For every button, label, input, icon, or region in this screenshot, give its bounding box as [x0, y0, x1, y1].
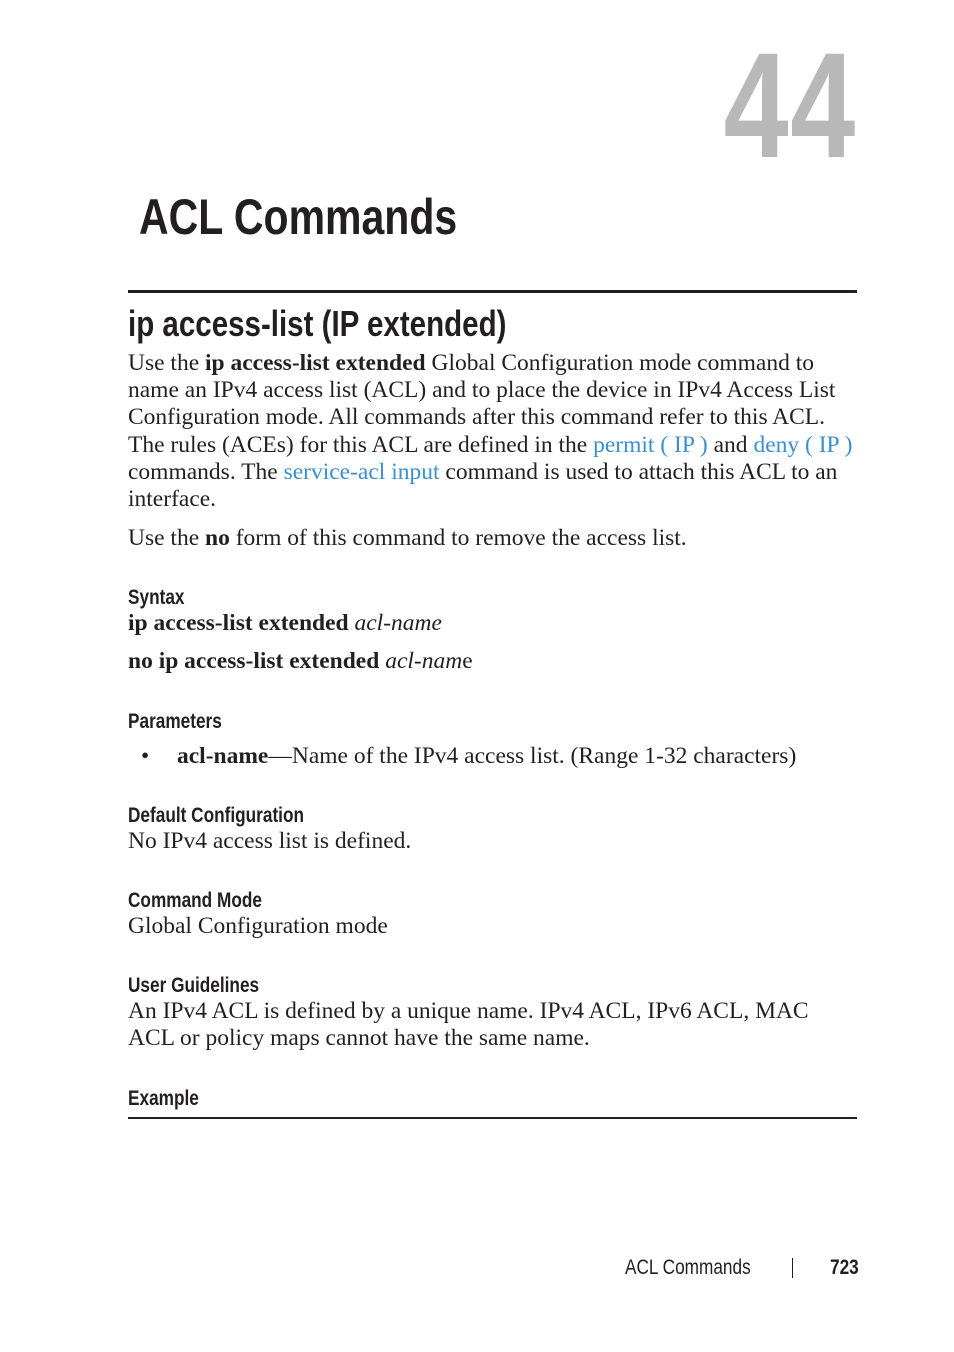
permit-ip-link[interactable]: permit ( IP ) — [593, 431, 708, 458]
intro-text-3: and — [707, 431, 754, 458]
syntax-argument-2: acl-nam — [385, 648, 463, 674]
intro-text-2: Global Configuration mode command to name an IPv4 access list (ACL) and to place the device in IPv4 Access List Configuration mode. All commands after this command refer to this ACL. The rules (ACEs) for this ACL are defined in the — [128, 350, 836, 458]
footer-separator — [792, 1258, 793, 1278]
syntax-argument-1: acl-name — [354, 610, 442, 636]
intro-text-1: Use the — [128, 350, 206, 376]
default-config-heading: Default Configuration — [128, 804, 305, 827]
no-form-text-2: form of this command to remove the access list. — [229, 525, 687, 551]
section-divider-bottom — [128, 1117, 857, 1119]
parameters-heading: Parameters — [128, 710, 222, 733]
syntax-command-1: ip access-list extended — [128, 610, 355, 636]
service-acl-input-link[interactable]: service-acl input — [283, 458, 440, 485]
no-form-text-1: Use the — [128, 525, 206, 551]
example-heading: Example — [128, 1087, 199, 1110]
syntax-heading: Syntax — [128, 586, 185, 609]
intro-text-5: command is used to attach this ACL to an interface. — [128, 458, 838, 513]
syntax-command-2: no ip access-list extended — [128, 648, 386, 674]
intro-command: ip access-list extended — [205, 350, 426, 376]
syntax-argument-2-tail: e — [462, 648, 473, 674]
default-config-text: No IPv4 access list is defined. — [128, 828, 412, 854]
deny-ip-link[interactable]: deny ( IP ) — [753, 431, 853, 458]
command-mode-text: Global Configuration mode — [128, 913, 388, 939]
chapter-number: 44 — [723, 21, 857, 189]
intro-text-4: commands. The — [128, 458, 284, 485]
syntax-line-1 — [128, 610, 858, 637]
intro-paragraph — [128, 350, 858, 513]
parameter-name: acl-name — [177, 743, 269, 769]
bullet-marker: • — [141, 743, 150, 769]
parameter-item — [177, 743, 857, 770]
chapter-title: ACL Commands — [139, 189, 458, 245]
section-title: ip access-list (IP extended) — [128, 303, 507, 344]
user-guidelines-text: An IPv4 ACL is defined by a unique name. IPv4 ACL, IPv6 ACL, MAC ACL or policy maps cannot have the same name. — [128, 998, 809, 1052]
syntax-line-2 — [128, 648, 858, 675]
command-mode-heading: Command Mode — [128, 889, 262, 912]
section-divider-top — [128, 290, 857, 293]
parameter-description: —Name of the IPv4 access list. (Range 1-32 characters) — [268, 743, 797, 769]
no-form-paragraph — [128, 525, 858, 552]
footer-page-number: 723 — [830, 1256, 859, 1279]
footer-chapter-title: ACL Commands — [625, 1256, 751, 1279]
user-guidelines-heading: User Guidelines — [128, 974, 260, 997]
no-keyword: no — [205, 525, 230, 551]
